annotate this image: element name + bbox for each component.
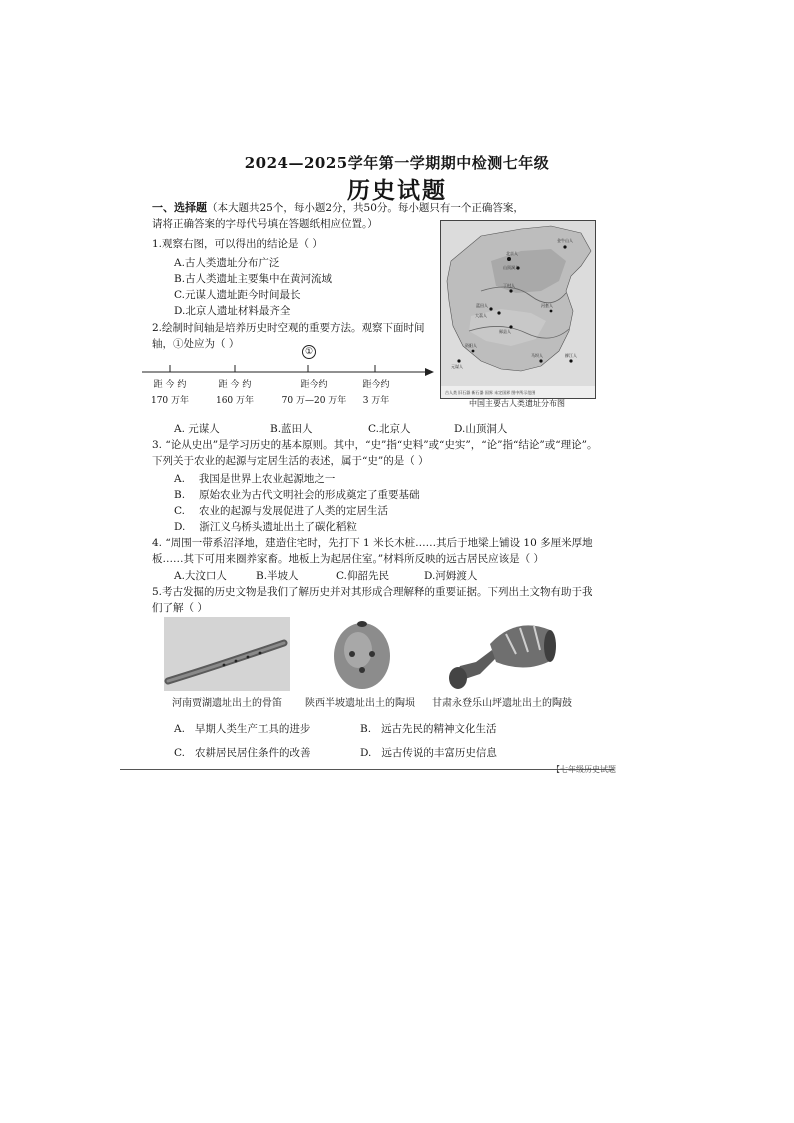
timeline-label-1-bottom: 170 万年 [150, 396, 190, 406]
option-text: 远古传说的丰富历史信息 [381, 747, 497, 759]
bone-flute-photo [164, 617, 290, 691]
map-label-yuanmou: 元谋人 [451, 364, 463, 369]
option-letter: B. [360, 723, 372, 735]
timeline-label-1 [142, 379, 198, 408]
question-5-option-b [360, 721, 497, 736]
question-4-option-b: B.半坡人 [256, 570, 299, 582]
question-4-option-c: C.仰韶先民 [336, 570, 389, 582]
bone-flute-caption: 河南贾湖遗址出土的骨笛 [172, 698, 282, 709]
timeline-label-3-bottom: 70 万—20 万年 [281, 396, 347, 406]
section-heading: 一、选择题 [152, 201, 207, 214]
timeline-marker-1: ① [302, 345, 316, 359]
timeline-label-2-bottom: 160 万年 [215, 396, 255, 406]
question-2-stem-1: 2.绘制时间轴是培养历史时空观的重要方法。观察下面时间 [152, 322, 425, 334]
exam-subject-title: 历史试题 [347, 177, 447, 204]
question-3-option-c [174, 503, 388, 518]
map-label-liujiang: 柳江人 [565, 353, 577, 358]
question-1-option-c: C.元谋人遗址距今时间最长 [174, 289, 301, 301]
question-4-stem-1: 4. “周围一带系沼泽地，建造住宅时，先打下 1 米长木桩……其后于地梁上铺设 10 多厘米厚地 [152, 537, 593, 549]
section-heading-row [152, 200, 524, 216]
question-2-option-d: D.山顶洞人 [454, 423, 508, 435]
timeline-label-4-bottom: 3 万年 [362, 396, 390, 406]
option-text: 原始农业为古代文明社会的形成奠定了重要基础 [199, 489, 420, 501]
timeline-label-2-top: 距 今 约 [218, 380, 252, 390]
option-text: 农耕居民居住条件的改善 [195, 747, 311, 759]
exam-title: 2024—2025学年第一学期期中检测七年级 [244, 154, 550, 172]
timeline-label-1-top: 距 今 约 [153, 380, 187, 390]
pottery-xun-photo [330, 612, 394, 692]
section-instructions-2: 请将正确答案的字母代号填在答题纸相应位置。） [152, 218, 378, 230]
question-2-stem-2: 轴，①处应为（ ） [152, 338, 240, 350]
option-letter: A. [174, 723, 185, 735]
question-5-option-d [360, 745, 497, 760]
question-4-stem-2: 板……其下可用来圈养家畜。地板上为起居住室。”材料所反映的远古居民应该是（ ） [152, 553, 544, 565]
question-5-option-a [174, 721, 310, 736]
question-3-option-a [174, 471, 335, 486]
map-label-hetao: 河套人 [541, 303, 553, 308]
map-label-beijing: 北京人 [506, 251, 518, 256]
timeline-label-3-top: 距今约 [300, 380, 328, 390]
section-instructions-1: （本大题共25个，每小题2分，共50分。每小题只有一个正确答案， [207, 202, 524, 214]
bone-flute-icon [164, 617, 290, 691]
map-label-yunxian: 郧县人 [499, 329, 511, 334]
question-1-option-a: A.古人类遗址分布广泛 [174, 257, 280, 269]
question-4-option-a: A.大汶口人 [174, 570, 227, 582]
question-2-option-a: A. 元谋人 [174, 423, 220, 435]
map-caption: 中国主要古人类遗址分布图 [469, 399, 565, 408]
pottery-xun-caption: 陕西半坡遗址出土的陶埙 [305, 698, 415, 709]
question-4-option-d: D.河姆渡人 [424, 570, 478, 582]
option-letter: D. [360, 747, 372, 759]
timeline-label-4-top: 距今约 [362, 380, 390, 390]
question-3-option-b [174, 487, 420, 502]
option-letter: C. [174, 505, 185, 517]
option-text: 早期人类生产工具的进步 [194, 723, 311, 735]
pottery-drum-photo [446, 614, 556, 692]
question-5-stem-1: 5.考古发掘的历史文物是我们了解历史并对其形成合理解释的重要证据。下列出土文物有助于我 [152, 586, 593, 598]
map-legend: 古人类 旧石器 新石器 国界 未定国界 图中所示范围 [445, 390, 536, 395]
map-label-shandingdong: 山顶洞人 [503, 265, 519, 270]
option-letter: D. [174, 521, 186, 533]
option-letter: A. [174, 473, 185, 485]
timeline-label-3 [278, 379, 350, 408]
map-label-dali: 大荔人 [475, 313, 487, 318]
option-text: 农业的起源与发展促进了人类的定居生活 [199, 505, 388, 517]
timeline-label-2 [207, 379, 263, 408]
option-letter: B. [174, 489, 186, 501]
map-label-ziyang: 资阳人 [465, 343, 477, 348]
question-1-option-b: B.古人类遗址主要集中在黄河流域 [174, 273, 333, 285]
question-5-stem-2: 们了解（ ） [152, 602, 208, 614]
map-label-dingcun: 丁村人 [503, 283, 515, 288]
map-graphic [441, 221, 595, 398]
question-3-stem-2: 下列关于农业的起源与定居生活的表述，属于“史”的是（ ） [152, 455, 429, 467]
ancient-sites-map [440, 220, 596, 399]
question-3-stem-1: 3. “论从史出”是学习历史的基本原则。其中，“史”指“史料”或“史实”，“论”指“结论”或“理论”。 [152, 439, 598, 451]
option-text: 远古先民的精神文化生活 [381, 723, 497, 735]
option-text: 浙江义乌桥头遗址出土了碳化稻粒 [199, 521, 357, 533]
question-1-option-d: D.北京人遗址材料最齐全 [174, 305, 291, 317]
pottery-xun-icon [330, 612, 394, 692]
map-label-jinniushan: 金牛山人 [557, 238, 573, 243]
page-divider [120, 769, 614, 770]
option-letter: C. [174, 747, 185, 759]
timeline-axis [140, 360, 436, 380]
question-5-option-c [174, 745, 311, 760]
page-footer: 【七年级历史试题 [552, 765, 616, 774]
question-2-option-b: B.蓝田人 [270, 423, 313, 435]
timeline-label-4 [350, 379, 402, 408]
question-1-stem: 1.观察右图，可以得出的结论是（ ） [152, 238, 323, 250]
map-label-lantian: 蓝田人 [476, 303, 488, 308]
pottery-drum-icon [446, 614, 556, 692]
map-label-maba: 马坝人 [531, 353, 543, 358]
question-3-option-d [174, 519, 357, 534]
option-text: 我国是世界上农业起源地之一 [198, 473, 336, 485]
question-2-option-c: C.北京人 [368, 423, 411, 435]
pottery-drum-caption: 甘肃永登乐山坪遗址出土的陶鼓 [432, 698, 572, 709]
